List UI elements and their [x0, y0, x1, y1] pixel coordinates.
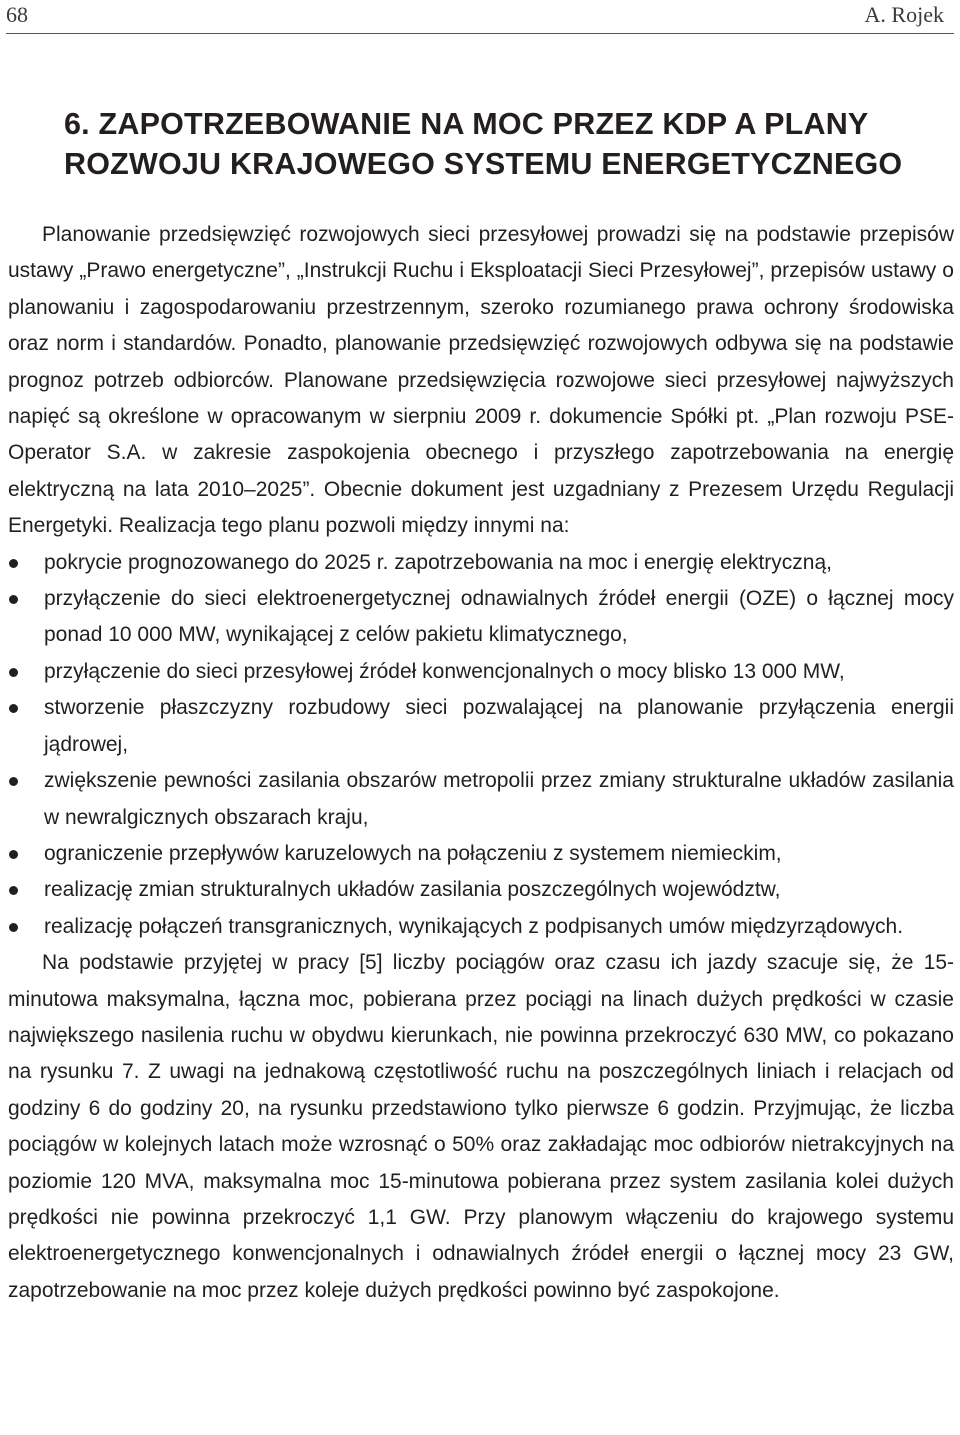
list-item — [8, 545, 954, 581]
bullet-icon — [9, 668, 18, 677]
list-item — [8, 909, 954, 945]
list-item — [8, 763, 954, 836]
body-text — [8, 217, 954, 1309]
page-header — [0, 0, 960, 34]
list-item-text: realizację połączeń transgranicznych, wynikających z podpisanych umów międzyrządowych. — [44, 914, 904, 938]
list-item-text: pokrycie prognozowanego do 2025 r. zapotrzebowania na moc i energię elektryczną, — [44, 550, 832, 574]
page-number: 68 — [6, 2, 28, 27]
bullet-icon — [9, 777, 18, 786]
intro-paragraph: Planowanie przedsięwzięć rozwojowych sieci przesyłowej prowadzi się na podstawie przepisów ustawy „Prawo energetyczne”, „Instrukcji Ruchu i Eksploatacji Sieci Przesyłowej”, przepisów ustawy o planowaniu i zagospodarowaniu przestrzennym, szeroko rozumianego prawa ochrony środowiska oraz norm i standardów. Ponadto, planowanie przedsięwzięć rozwojowych odbywa się na podstawie prognoz potrzeb odbiorców. Planowane przedsięwzięcia rozwojowe sieci przesyłowej najwyższych napięć są określone w opracowanym w sierpniu 2009 r. dokumencie Spółki pt. „Plan rozwoju PSE-Operator S.A. w zakresie zaspokojenia obecnego i przyszłego zapotrzebowania na energię elektryczną na lata 2010–2025”. Obecnie dokument jest uzgadniany z Prezesem Urzędu Regulacji Energetyki. Realizacja tego planu pozwoli między innymi na: — [8, 223, 954, 538]
section-title — [64, 104, 944, 184]
list-item — [8, 581, 954, 654]
section-title-line-2: ROZWOJU KRAJOWEGO SYSTEMU ENERGETYCZNEGO — [64, 147, 903, 181]
list-item — [8, 836, 954, 872]
bullet-icon — [9, 559, 18, 568]
list-item — [8, 690, 954, 763]
list-item-text: realizację zmian strukturalnych układów zasilania poszczególnych województw, — [44, 878, 781, 902]
benefits-list — [8, 545, 954, 945]
bullet-icon — [9, 850, 18, 859]
bullet-icon — [9, 923, 18, 932]
running-head-author: A. Rojek — [864, 2, 944, 27]
section-title-line-1: 6. ZAPOTRZEBOWANIE NA MOC PRZEZ KDP A PLANY — [64, 107, 869, 141]
conclusion-paragraph: Na podstawie przyjętej w pracy [5] liczby pociągów oraz czasu ich jazdy szacuje się, że 15-minutowa maksymalna, łączna moc, pobierana przez pociągi na linach dużych prędkości w czasie największego nasilenia ruchu w obydwu kierunkach, nie powinna przekroczyć 630 MW, co pokazano na rysunku 7. Z uwagi na jednakową częstotliwość ruchu na poszczególnych liniach i relacjach od godziny 6 do godziny 20, na rysunku przedstawiono tylko pierwsze 6 godzin. Przyjmując, że liczba pociągów w kolejnych latach może wzrosnąć o 50% oraz zakładając moc odbiorów nietrakcyjnych na poziomie 120 MVA, maksymalna moc 15-minutowa pobierana przez system zasilania kolei dużych prędkości nie powinna przekroczyć 1,1 GW. Przy planowym włączeniu do krajowego systemu elektroenergetycznego konwencjonalnych i odnawialnych źródeł energii o łącznej mocy 23 GW, zapotrzebowanie na moc przez koleje dużych prędkości powinno być zaspokojone. — [8, 951, 954, 1302]
header-rule — [6, 33, 954, 34]
list-item — [8, 872, 954, 908]
list-item — [8, 654, 954, 690]
list-item-text: zwiększenie pewności zasilania obszarów metropolii przez zmiany strukturalne układów zasilania w newralgicznych obszarach kraju, — [44, 769, 954, 829]
list-item-text: przyłączenie do sieci przesyłowej źródeł konwencjonalnych o mocy blisko 13 000 MW, — [44, 659, 845, 683]
bullet-icon — [9, 704, 18, 713]
bullet-icon — [9, 595, 18, 604]
bullet-icon — [9, 886, 18, 895]
list-item-text: przyłączenie do sieci elektroenergetycznej odnawialnych źródeł energii (OZE) o łącznej mocy ponad 10 000 MW, wynikającej z celów pakietu klimatycznego, — [44, 587, 954, 647]
list-item-text: stworzenie płaszczyzny rozbudowy sieci pozwalającej na planowanie przyłączenia energii jądrowej, — [44, 696, 954, 756]
list-item-text: ograniczenie przepływów karuzelowych na połączeniu z systemem niemieckim, — [44, 841, 782, 865]
